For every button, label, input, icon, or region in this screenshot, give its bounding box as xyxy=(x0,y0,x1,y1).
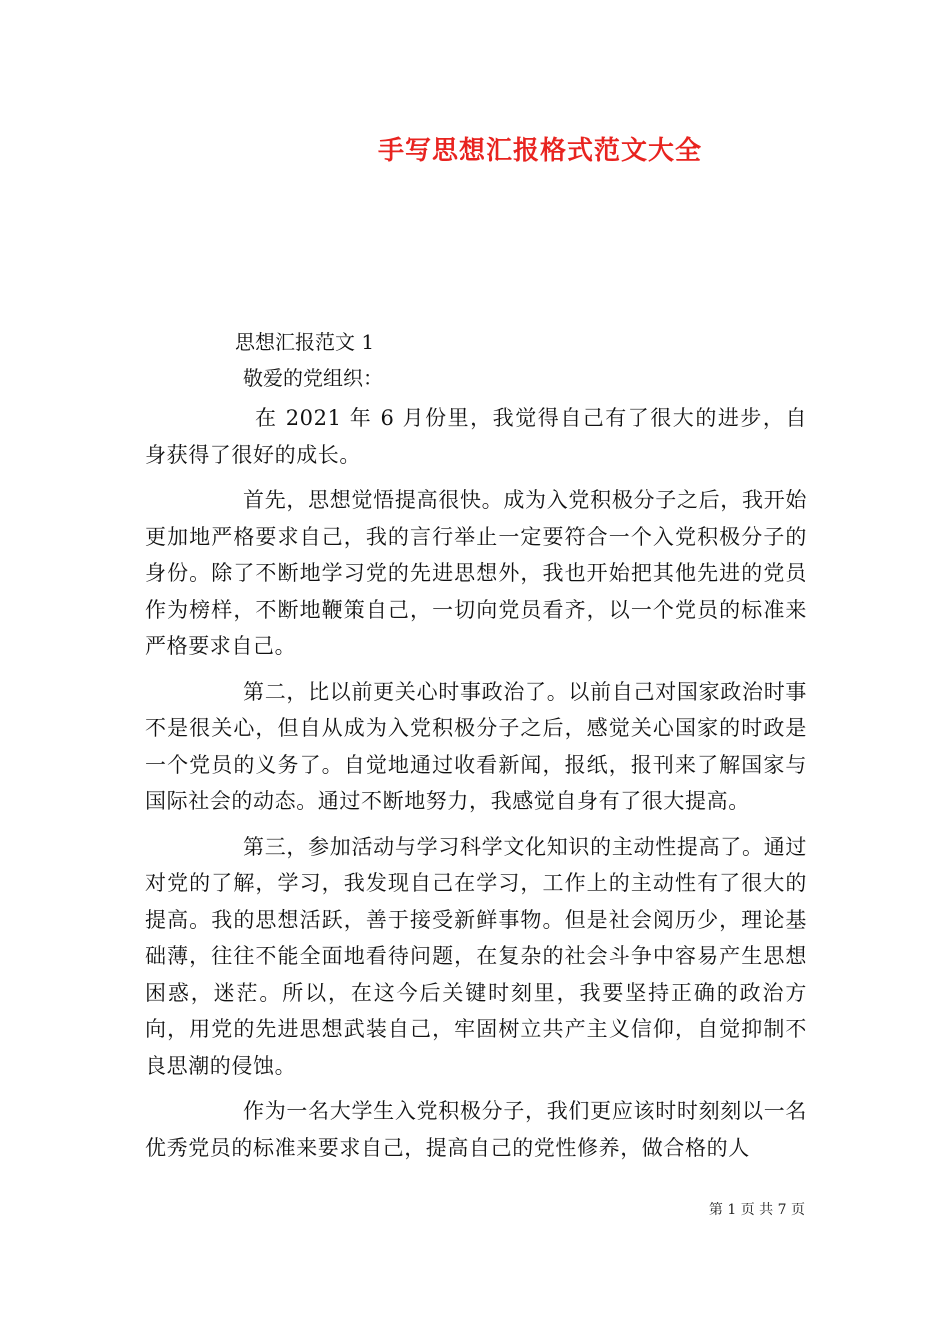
page-title: 手写思想汇报格式范文大全 xyxy=(377,136,702,166)
paragraph: 首先，思想觉悟提高很快。成为入党积极分子之后，我开始更加地严格要求自己，我的言行举止一定要符合一个入党积极分子的身份。除了不断地学习党的先进思想外，我也开始把其他先进的党员作为榜样，不断地鞭策自己，一切向党员看齐，以一个党员的标准来严格要求自己。 xyxy=(145,488,807,658)
salutation: 敬爱的党组织： xyxy=(243,366,383,390)
document-body xyxy=(145,324,807,1175)
paragraph: 作为一名大学生入党积极分子，我们更应该时时刻刻以一名优秀党员的标准来要求自己，提高自己的党性修养，做合格的人 xyxy=(145,1099,807,1160)
paragraph: 第三，参加活动与学习科学文化知识的主动性提高了。通过对党的了解，学习，我发现自己在学习，工作上的主动性有了很大的提高。我的思想活跃，善于接受新鲜事物。但是社会阅历少，理论基础薄，往往不能全面地看待问题，在复杂的社会斗争中容易产生思想困惑，迷茫。所以，在这今后关键时刻里，我要坚持正确的政治方向，用党的先进思想武装自己，牢固树立共产主义信仰，自觉抑制不良思潮的侵蚀。 xyxy=(145,834,807,1078)
paragraph: 在 2021 年 6 月份里，我觉得自己有了很大的进步，自身获得了很好的成长。 xyxy=(145,406,807,467)
paragraph: 第二，比以前更关心时事政治了。以前自己对国家政治时事不是很关心，但自从成为入党积极分子之后，感觉关心国家的时政是一个党员的义务了。自觉地通过收看新闻，报纸，报刊来了解国家与国际社会的动态。通过不断地努力，我感觉自身有了很大提高。 xyxy=(145,679,807,813)
section-heading: 思想汇报范文 1 xyxy=(235,330,375,354)
page-number: 第 1 页 共 7 页 xyxy=(708,1202,805,1218)
